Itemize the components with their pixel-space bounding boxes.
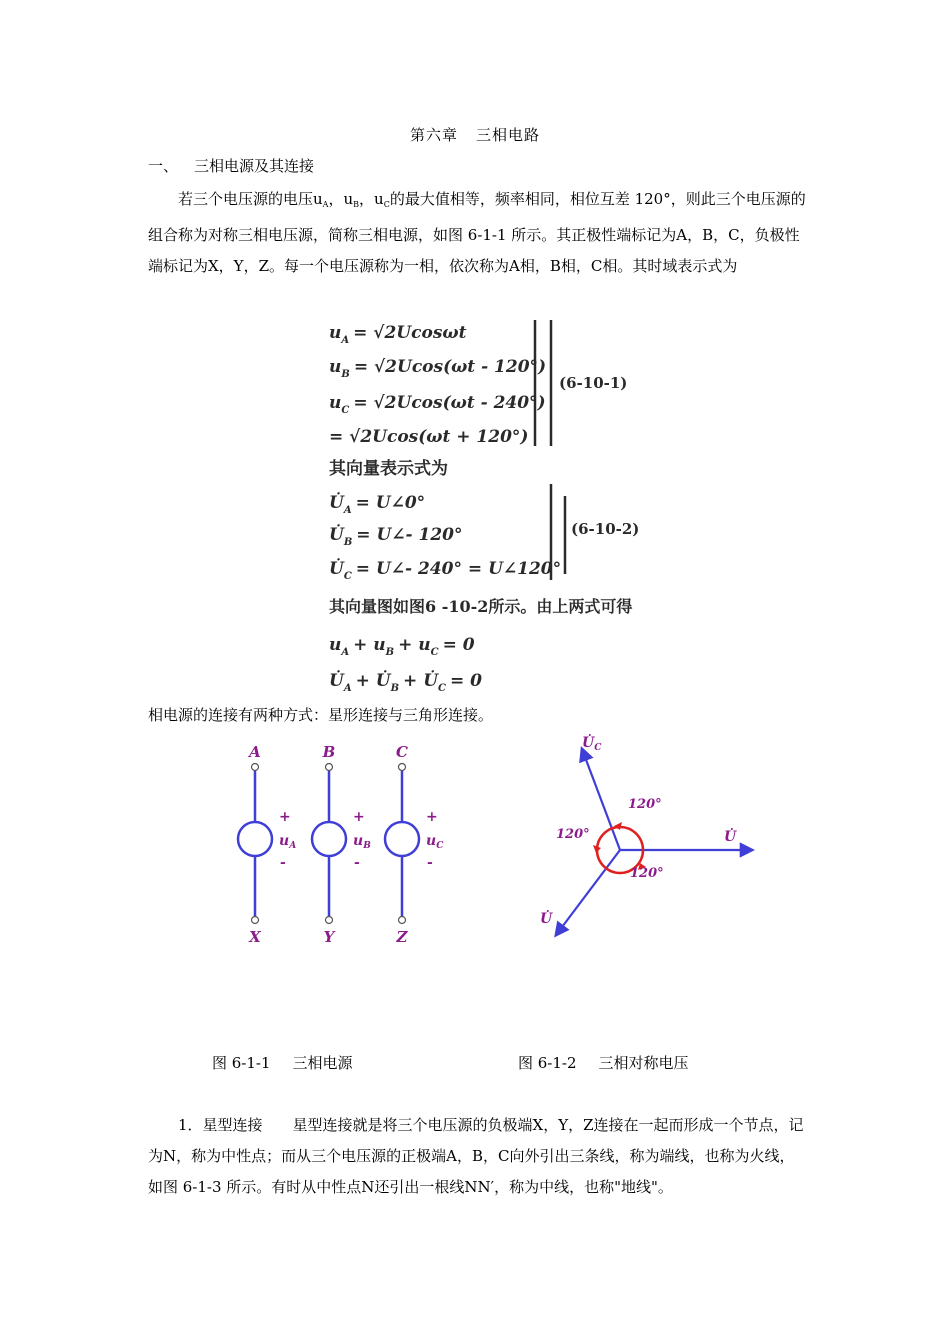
formula-ua: $u_A = √2Ucos\omega t$: [329, 323, 467, 346]
star-text: 星型连接就是将三个电压源的负极端X，Y，Z连接在一起而形成一个节点，记为N，称为中性点；而从三个电压源的正极端A，B，C向外引出三条线，称为端线，也称为火线，如图 6-1-3 所示。有时从中性点N还引出一根线NN′，称为中线，也称"地线"。: [148, 1116, 804, 1196]
voltage-label-b: $u_B$: [353, 833, 371, 851]
equation-tag-2: (6-10-2): [571, 520, 640, 538]
plus-sign: +: [426, 809, 438, 825]
phasor-intro: 其向量表示式为: [329, 459, 448, 479]
star-heading: 1．星型连接: [178, 1116, 263, 1134]
formula-sum-U: $U̇_A$ + $U̇_B$ + $U̇_C = 0$: [329, 671, 483, 694]
plus-sign: +: [353, 809, 365, 825]
figure2-caption: [518, 1052, 689, 1073]
section-heading: [148, 155, 314, 176]
minus-sign: -: [280, 855, 286, 871]
phasor-figure-note: 其向量图如图6 -10-2所示。由上两式可得: [329, 597, 633, 616]
source-b-circle: [312, 822, 346, 856]
formula-ub: $u_B = √2Ucos(\omega t - 120^\circ)$: [329, 357, 547, 380]
terminal-dot: [326, 917, 333, 924]
angle-label-bottom: 120°: [630, 866, 664, 881]
phasor-label-u-right: U̇: [724, 829, 737, 845]
source-c-circle: [385, 822, 419, 856]
figure1-number: 图 6-1-1: [212, 1054, 271, 1072]
terminal-label-y: Y: [323, 928, 335, 946]
terminal-label-z: Z: [396, 928, 408, 946]
chapter-label: 第六章: [409, 126, 458, 144]
figure2-number: 图 6-1-2: [518, 1054, 577, 1072]
figure1-caption: [212, 1052, 353, 1073]
terminal-dot: [326, 764, 333, 771]
phasor-label-u-bottom: U̇: [540, 911, 553, 927]
intro-paragraph: 若三个电压源的电压$u_A$，$u_B$，$u_C$的最大值相等，频率相同，相位互差 120°，则此三个电压源的组合称为对称三相电压源，简称三相电源，如图 6-1-1 所示。其正极性端标记为A，B，C，负极性端标记为X，Y，Z。每一个电压源称为一相，依次称为A相，B相，C相。其时域表示式为: [148, 190, 806, 275]
terminal-dot: [252, 917, 259, 924]
chapter-name: 三相电路: [476, 126, 541, 144]
phasor-b-arrow: [556, 850, 620, 935]
terminal-dot: [252, 764, 259, 771]
minus-sign: -: [354, 855, 360, 871]
formula-UA: $U̇_A$ = U∠0°: [329, 493, 426, 516]
section-number: 一、: [148, 157, 179, 175]
formula-sum-u: $u_A + u_B + u_C = 0$: [329, 635, 475, 658]
voltage-label-a: $u_A$: [279, 833, 297, 851]
formula-uc-alt: = √2Ucos(ωt + 120°): [329, 427, 529, 447]
formula-block: [325, 318, 745, 700]
source-a-circle: [238, 822, 272, 856]
formula-UC: $U̇_C$ = U∠- 240° = U∠120°: [329, 559, 562, 582]
equation-tag-1: (6-10-1): [559, 374, 628, 392]
terminal-label-b: B: [322, 743, 336, 761]
minus-sign: -: [427, 855, 433, 871]
phasor-label-uc: $U̇_C$: [582, 735, 602, 753]
plus-sign: +: [279, 809, 291, 825]
chapter-title: [0, 124, 950, 145]
terminal-label-x: X: [249, 928, 261, 946]
figure2-title: 三相对称电压: [598, 1054, 689, 1072]
section-title: 三相电源及其连接: [194, 157, 315, 175]
terminal-dot: [399, 917, 406, 924]
figure-phasor-diagram: [530, 725, 770, 950]
star-connection-paragraph: [148, 1110, 808, 1203]
terminal-label-a: A: [249, 743, 261, 761]
voltage-label-c: $u_C$: [426, 833, 444, 851]
terminal-label-c: C: [396, 743, 408, 761]
arc-arrowhead: [614, 822, 622, 830]
figure-three-phase-sources: [225, 735, 465, 955]
connection-sentence: 相电源的连接有两种方式：星形连接与三角形连接。: [148, 706, 494, 724]
terminal-dot: [399, 764, 406, 771]
figure1-title: 三相电源: [292, 1054, 353, 1072]
formula-UB: $U̇_B$ = U∠- 120°: [329, 525, 463, 548]
formula-uc: $u_C = √2Ucos(\omega t - 240^\circ)$: [329, 393, 546, 416]
angle-label-top: 120°: [628, 797, 662, 812]
angle-label-left: 120°: [556, 827, 590, 842]
